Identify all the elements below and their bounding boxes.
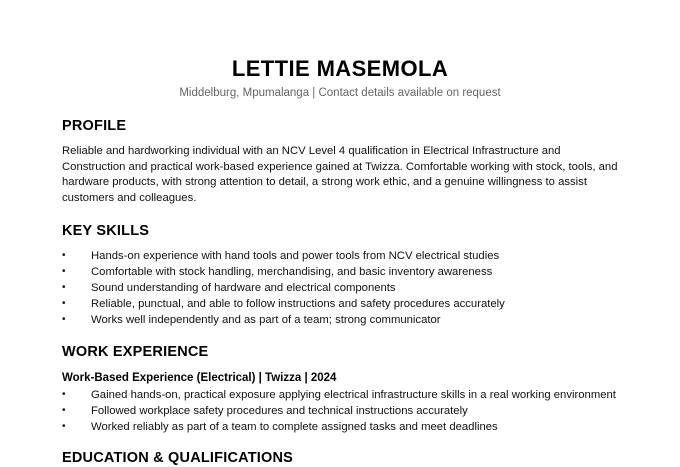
profile-text: Reliable and hardworking individual with an NCV Level 4 qualification in Electrical Infrastructure and Construction and practical work-based experience gained at Twizza. Comfortable working with stock, tools, and hardware products, with strong attention to detail, a strong work ethic, and a genuine willingness to assist customers and colleagues. <box>62 145 618 204</box>
skill-text: Hands-on experience with hand tools and power tools from NCV electrical studies <box>91 250 500 262</box>
key-skills-list <box>62 248 618 328</box>
bullet-icon: • <box>62 389 66 400</box>
job-duty-text: Followed workplace safety procedures and technical instructions accurately <box>91 405 468 417</box>
job-duty-item <box>62 403 618 419</box>
work-experience-heading: WORK EXPERIENCE <box>62 344 209 360</box>
candidate-name: LETTIE MASEMOLA <box>231 56 449 81</box>
job-duty-text: Gained hands-on, practical exposure applying electrical infrastructure skills in a real working environment <box>91 389 616 401</box>
job-duties-list <box>62 387 618 435</box>
skill-text: Reliable, punctual, and able to follow instructions and safety procedures accurately <box>91 298 505 310</box>
job-duty-text: Worked reliably as part of a team to complete assigned tasks and meet deadlines <box>91 421 498 433</box>
profile-heading: PROFILE <box>62 118 127 134</box>
skill-item <box>62 280 618 296</box>
job-title: Work-Based Experience (Electrical) | Twizza | 2024 <box>62 372 337 384</box>
key-skills-heading: KEY SKILLS <box>62 223 150 239</box>
job-duty-item <box>62 419 618 435</box>
skill-text: Works well independently and as part of a team; strong communicator <box>91 314 441 326</box>
skill-text: Comfortable with stock handling, merchandising, and basic inventory awareness <box>91 266 493 278</box>
bullet-icon: • <box>62 314 66 325</box>
bullet-icon: • <box>62 250 66 261</box>
skill-item <box>62 248 618 264</box>
job-duty-item <box>62 387 618 403</box>
bullet-icon: • <box>62 405 66 416</box>
skill-item <box>62 296 618 312</box>
education-heading: EDUCATION & QUALIFICATIONS <box>62 450 294 466</box>
bullet-icon: • <box>62 421 66 432</box>
bullet-icon: • <box>62 266 66 277</box>
skill-item <box>62 312 618 328</box>
skill-text: Sound understanding of hardware and electrical components <box>91 282 396 294</box>
bullet-icon: • <box>62 298 66 309</box>
location-contact-line: Middelburg, Mpumalanga | Contact details available on request <box>179 87 501 99</box>
skill-item <box>62 264 618 280</box>
bullet-icon: • <box>62 282 66 293</box>
